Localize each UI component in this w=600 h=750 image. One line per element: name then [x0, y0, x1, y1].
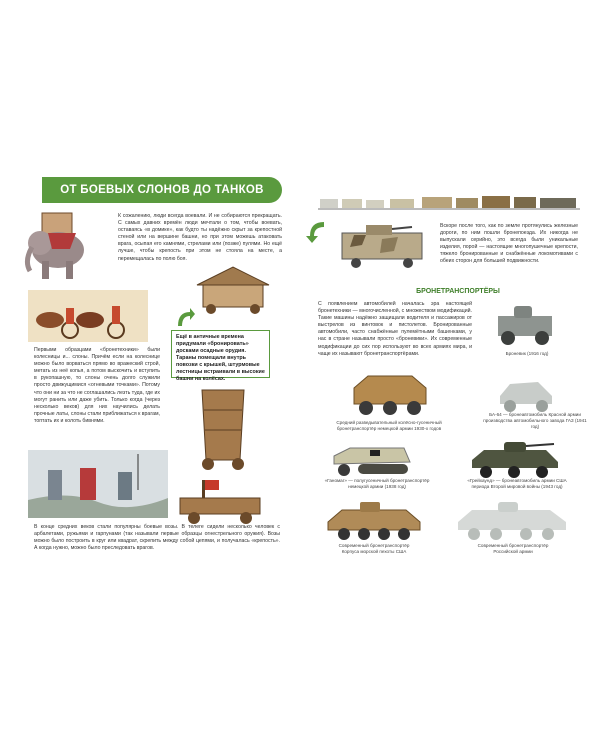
page-title: ОТ БОЕВЫХ СЛОНОВ ДО ТАНКОВ	[42, 177, 282, 203]
usmc-caption: Современный бронетранспортёр Корпуса морской пехоты США	[338, 543, 410, 554]
apc-text: С появлением автомобилей началась эра настоящей бронетехники — многочисленной, с множеством модификаций. Такие машины надёжно защищали водителя и пассажиров от выстрелов из винтовок и пистолетов. Бронированные автомобили, часто снабжённые пулемётными башенками, у нас в стране называли просто «броневики». Их современные модификации до сих пор используют во всех армиях мира, и чаще их называют бронетранспортёрами.	[318, 301, 472, 357]
apc-heading: БРОНЕТРАНСПОРТЁРЫ	[416, 288, 500, 295]
russian-caption: Современный бронетранспортёр Российской армии	[477, 543, 549, 554]
medieval-battle-image	[28, 450, 168, 518]
hanomag-image	[330, 436, 414, 480]
sdkfz-caption: Средний разведывательный колёсно-гусеничный бронетранспортёр немецкой армии 1930-х годов	[336, 420, 442, 431]
middle-ages-text: В конце средних веков стали популярны боевые возы. В телеге сидели несколько человек с арбалетами, ружьями и гарпунами (так называли первые образцы огнестрельного оружия). Возы можно было построить в круг или квадрат, скрепить между собой цепями, и получалась «крепость». А когда нужно, можно было преследовать врагов.	[34, 524, 280, 552]
usmc-apc-image	[322, 496, 426, 544]
siege-tower-image	[188, 380, 258, 472]
armored-train-strip-image	[318, 193, 580, 211]
chariots-image	[28, 290, 148, 342]
arrow-icon	[174, 306, 196, 328]
siege-ram-shed-image	[193, 263, 273, 315]
arrow-icon	[304, 218, 330, 244]
armored-train-car-image	[336, 219, 432, 271]
bronevik-caption: Броневик (1916 год)	[505, 351, 549, 356]
war-elephant-image	[18, 205, 98, 285]
russian-apc-image	[452, 496, 572, 546]
hanomag-caption: «Ганомаг» — полугусеничный бронетранспортёр немецкой армии (1938 год)	[324, 478, 430, 489]
ba64-image	[494, 374, 558, 414]
greyhound-caption: «Грейхаунд» — бронеавтомобиль армии США периода Второй мировой войны (1943 год)	[467, 478, 567, 489]
sdkfz-halftrack-image	[348, 366, 432, 418]
intro-text: К сожалению, люди всегда воевали. И не собираются прекращать. С самых давних времён люди мечтали о том, чтобы воевать, оставаясь «в домике», как будто ты надёжно скрыт за крепостной стеной или на вершине башни, но при этом можешь атаковать врага, осыпая его камнями, стрелами или (позже) пулями. Но ещё лучше, чтобы крепость при этом не стояла на месте, а перемещалась по полю боя.	[118, 213, 282, 262]
ba64-caption: БА-64 — бронеавтомобиль Красной армии производства автомобильного завода ГАЗ (1941 год)	[483, 412, 587, 429]
elephants-text: Первыми образцами «бронетехники» были колесницы и... слоны. Причём если на колеснице можно было ворваться прямо во вражеский строй, метать из неё копья, а потом выскочить и вступить в рукопашную, то слоны очень долго служили просто движущимися «огневыми точками». Потому что они ни за что не соглашались лезть туда, где их могут ранить или даже убить. Только когда (через несколько веков) для них научились делать прочные латы, слоны стали приближаться к врагам, топтать их и колоть бивнями.	[34, 347, 160, 424]
bronevik-1916-image	[488, 300, 562, 348]
trains-text: Вскоре после того, как по земле протянулись железные дороги, по ним пошли бронепоезда. Их никогда не выпускали серийно, это всегда были уникальные изделия, порой — настоящие многопушечные крепости, тяжело бронированные и снабжённые локомотивами с обеих сторон для большей подвижности.	[440, 223, 578, 265]
war-wagon-image	[172, 476, 272, 526]
siege-callout: Ещё в античные времена придумали «бронировать» досками осадные орудия. Тараны помещали внутрь повозки с крышей, штурмовые лестницы встраивали в высокие башни на колёсах.	[171, 330, 270, 378]
greyhound-image	[466, 436, 564, 480]
